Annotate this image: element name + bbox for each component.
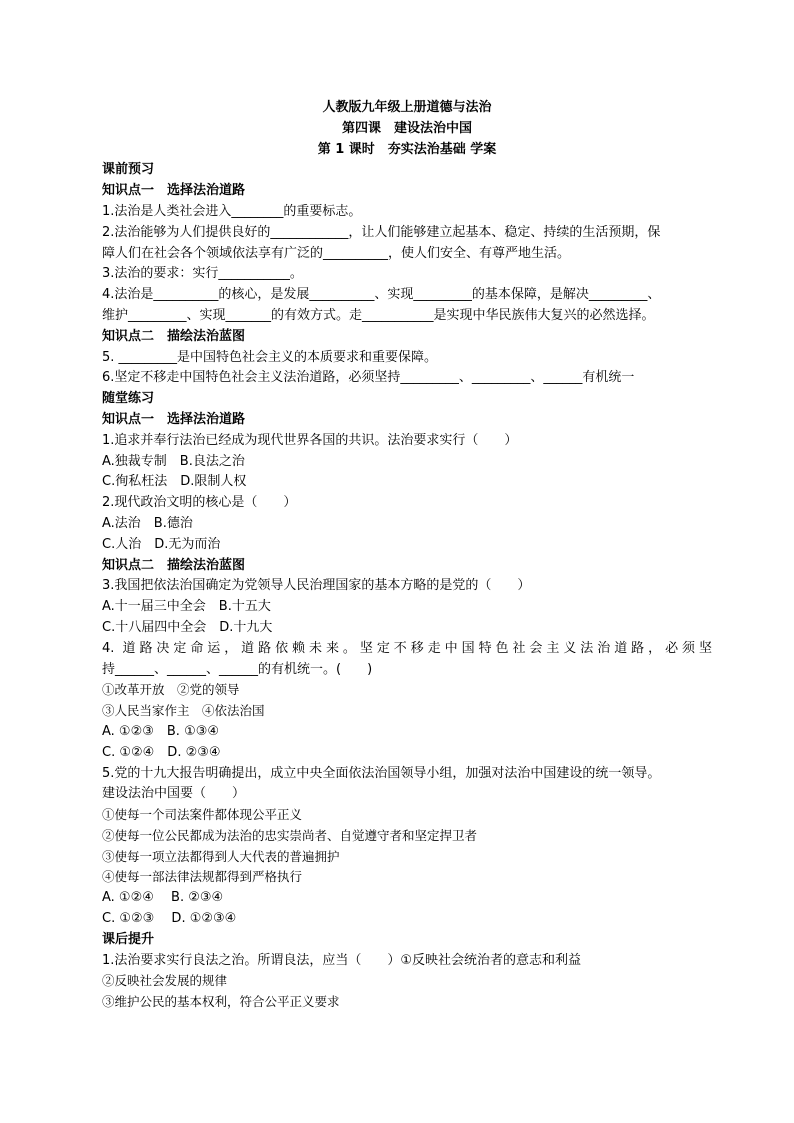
practice-question-3-options-ab: A.十一届三中全会 B.十五大 bbox=[102, 599, 271, 615]
practice-question-4-line1: 4. 道路决定命运，道路依赖未来。坚定不移走中国特色社会主义法治道路，必须坚 bbox=[102, 640, 712, 656]
preview-question-2-line1: 2.法治能够为人们提供良好的____________，让人们能够建立起基本、稳定、持续的生活预期，保 bbox=[102, 224, 661, 240]
preview-question-6: 6.坚定不移走中国特色社会主义法治道路，必须坚持_________、_________、______有机统一 bbox=[102, 370, 635, 386]
practice-question-4-line2: 持______、______、______的有机统一。( ) bbox=[102, 661, 373, 677]
practice-question-5-options-ab: A. ①②④ B. ②③④ bbox=[102, 890, 224, 906]
practice-question-5-statement-4: ④使每一部法律法规都得到严格执行 bbox=[102, 869, 303, 885]
practice-question-5-line2: 建设法治中国要（ ） bbox=[102, 786, 246, 802]
practice-question-1: 1.追求并奉行法治已经成为现代世界各国的共识。法治要求实行（ ） bbox=[102, 432, 518, 448]
knowledge-point-2-heading: 知识点二 描绘法治蓝图 bbox=[102, 328, 246, 344]
document-title: 人教版九年级上册道德与法治 bbox=[322, 100, 492, 115]
practice-question-3: 3.我国把依法治国确定为党领导人民治理国家的基本方略的是党的（ ） bbox=[102, 578, 531, 594]
practice-question-4-statements-34: ③人民当家作主 ④依法治国 bbox=[102, 703, 265, 719]
practice-question-5-statement-1: ①使每一个司法案件都体现公平正义 bbox=[102, 807, 303, 823]
after-question-1-statement-2: ②反映社会发展的规律 bbox=[102, 973, 228, 989]
practice-knowledge-point-1-heading: 知识点一 选择法治道路 bbox=[102, 411, 246, 427]
after-question-1: 1.法治要求实行良法之治。所谓良法，应当（ ）①反映社会统治者的意志和利益 bbox=[102, 952, 582, 968]
practice-question-4-statements-12: ①改革开放 ②党的领导 bbox=[102, 682, 240, 698]
section-preview-heading: 课前预习 bbox=[102, 162, 155, 178]
practice-knowledge-point-2-heading: 知识点二 描绘法治蓝图 bbox=[102, 557, 246, 573]
practice-question-5-statement-3: ③使每一项立法都得到人大代表的普遍拥护 bbox=[102, 848, 340, 864]
preview-question-4-line2: 维护_________、实现_______的有效方式。走___________是实现中华民族伟大复兴的必然选择。 bbox=[102, 307, 655, 323]
practice-question-2-options-ab: A.法治 B.德治 bbox=[102, 515, 193, 531]
practice-question-1-options-cd: C.徇私枉法 D.限制人权 bbox=[102, 474, 247, 490]
preview-question-5: 5. _________是中国特色社会主义的本质要求和重要保障。 bbox=[102, 349, 438, 365]
practice-question-2-options-cd: C.人治 D.无为而治 bbox=[102, 536, 221, 552]
practice-question-5-options-cd: C. ①②③ D. ①②③④ bbox=[102, 911, 237, 927]
practice-question-1-options-ab: A.独裁专制 B.良法之治 bbox=[102, 453, 245, 469]
section-after-class-heading: 课后提升 bbox=[102, 931, 155, 947]
session-title: 第 1 课时 夯实法治基础 学案 bbox=[317, 141, 497, 157]
preview-question-2-line2: 障人们在社会各个领域依法享有广泛的__________，使人们安全、有尊严地生活。 bbox=[102, 245, 571, 261]
worksheet-page bbox=[102, 98, 712, 1013]
practice-question-3-options-cd: C.十八届四中全会 D.十九大 bbox=[102, 619, 273, 635]
preview-question-4-line1: 4.法治是__________的核心，是发展__________、实现_________的基本保障，是解决_________、 bbox=[102, 287, 661, 303]
practice-question-5-line1: 5.党的十九大报告明确提出，成立中央全面依法治国领导小组，加强对法治中国建设的统一领导。 bbox=[102, 765, 661, 781]
preview-question-3: 3.法治的要求：实行___________。 bbox=[102, 266, 303, 282]
section-practice-heading: 随堂练习 bbox=[102, 391, 155, 407]
lesson-title: 第四课 建设法治中国 bbox=[341, 120, 472, 136]
preview-question-1: 1.法治是人类社会进入________的重要标志。 bbox=[102, 203, 362, 219]
practice-question-2: 2.现代政治文明的核心是（ ） bbox=[102, 495, 297, 511]
knowledge-point-1-heading: 知识点一 选择法治道路 bbox=[102, 183, 246, 199]
practice-question-4-options-ab: A. ①②③ B. ①③④ bbox=[102, 723, 220, 739]
practice-question-4-options-cd: C. ①②④ D. ②③④ bbox=[102, 744, 221, 760]
practice-question-5-statement-2: ②使每一位公民都成为法治的忠实崇尚者、自觉遵守者和坚定捍卫者 bbox=[102, 827, 478, 843]
after-question-1-statement-3: ③维护公民的基本权利，符合公平正义要求 bbox=[102, 994, 340, 1010]
